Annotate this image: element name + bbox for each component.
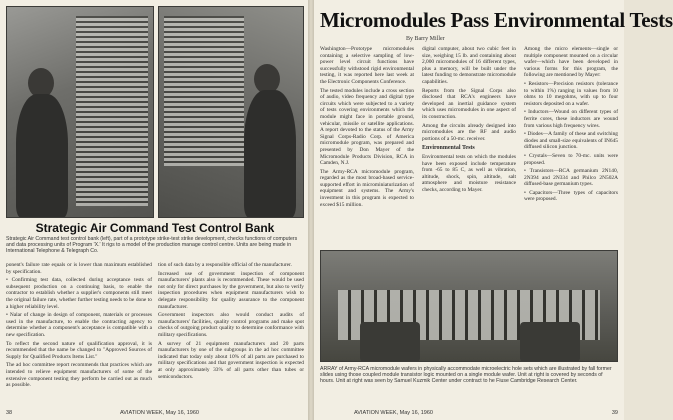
left-page xyxy=(0,0,308,420)
left-column-1 xyxy=(6,262,152,408)
article-headline: Micromodules Pass Environmental Tests xyxy=(320,8,673,32)
photo-operator-right xyxy=(158,6,304,218)
paragraph: tion of such data by a responsible official of the manufacturer. xyxy=(158,262,292,268)
paragraph: Among the micro elements—single or multiple component mounted on a circular wafer—which have been developed in various forms for this program, the following are mentioned by Mayer: xyxy=(524,46,618,79)
left-column-2 xyxy=(158,262,304,408)
paragraph: The Army-RCA micromodule program, regarded as the most broad-based service-supported effort in microminiaturization of equipment and systems. The Army's investment in this program is expected to exceed $15 million. xyxy=(320,168,414,208)
paragraph: • Capacitors—Three types of capacitors were proposed. xyxy=(524,189,618,203)
paragraph: • Diodes—A family of these and switching diodes and small-size equivalents of IN645 diffused silicon junction. xyxy=(524,131,618,151)
paragraph: ponent's failure rate equals or is lower than maximum established by specification. xyxy=(6,262,152,275)
right-page xyxy=(314,0,673,420)
left-caption-title: Strategic Air Command Test Control Bank xyxy=(35,221,275,235)
paragraph: digital computer, about two cubic feet in size, weighing 15 lb. and containing about 2,000 micromodules of 16 different types, plus a memory, will be built under the latest funding to demonstrate micromodule capabilities. xyxy=(422,46,516,85)
paragraph: • Inductors—Wound on different types of ferrite cores, these inductors are wound from various high frequency wires. xyxy=(524,109,618,129)
paragraph: • Crystals—Seven to 70-mc. units were proposed. xyxy=(524,152,618,166)
paragraph: A survey of 21 equipment manufacturers and 20 parts manufacturers by one of the subgroups in the ad hoc committee indicated that today only about 10% of all parts are purchased to military specifications and that government inspection is expected at only approximately 33% of all parts other than tubes or semiconductors. xyxy=(158,340,304,380)
paragraph: • Nalar of change in design of component, materials or processes used in the manufacture, to enable the contracting agency to determine whether a component's acceptance is compatible with a new specification. xyxy=(6,312,152,338)
paragraph: Increased use of government inspection of component manufacturers' plants also is recommended. These would be used not only for direct purchases by the government, but also to verify inspection procedures when equipment manufacturers wish to delegate responsibility for quality assurance to the component manufacturer. xyxy=(158,270,304,310)
paragraph: Washington—Prototype micromodules containing a selective sampling of low-power level circuit functions have successfully withstood rigid environmental testing, it was reported here last week at the Electronic Components Conference. xyxy=(320,46,414,85)
paragraph: Environmental tests on which the modules have been exposed include temperature from -65 to 85 C, as well as vibration, altitude, shock, spin, altitude, salt atmosphere and moisture resistance checks, according to Mayer. xyxy=(422,153,516,193)
byline: By Barry Miller xyxy=(406,36,445,42)
right-folio: 39 xyxy=(611,410,618,416)
right-column-3 xyxy=(524,46,618,246)
paragraph: • Transistors—RCA germanium 2N140, 2N394 and 2N334 and Philco 2N502A diffused-base germanium types. xyxy=(524,168,618,188)
paragraph: The tested modules include a cross section of audio, video frequency and digital type circuits which were subjected to a variety of tests covering environments which the module might face in portable ground, vehicular, missile or satellite applications. A report devoted to the status of the Army Signal Corps-Radio Corp. of America micromodule program, was prepared and presented by Don Mayer of the Micromodule Products Division, RCA in Camden, N.J. xyxy=(320,87,414,167)
paragraph: • Resistors—Precision resistors (tolerance to within 1%) ranging in values from 10 ohms to 10 megohms, with up to four resistors deposited on a wafer. xyxy=(524,80,618,107)
right-caption: ARRAY of Army-RCA micromodule wafers in physically accommodate microelectric hole sets which are illustrated by fall former slides using those coupled module transistor logic mounted on a single module wafer. Unit at right is covered by seconds of hours. Unit at right was seen by Samuel Kuzmik Center under contract to he Fiuse Cambridge Research Center. xyxy=(320,366,612,385)
left-folio: 38 xyxy=(6,410,13,416)
left-footer: AVIATION WEEK, May 16, 1960 xyxy=(120,410,199,416)
section-subhead: Environmental Tests xyxy=(422,145,475,152)
right-column-1 xyxy=(320,46,414,246)
paragraph: The ad hoc committee report recommends that practices which are intended to relieve equipment manufacturers of some of the extensive component testing they perform be carried out as much as possible. xyxy=(6,362,152,389)
left-caption-text: Strategic Air Command test control bank (left), part of a prototype strike-test strike development, checks functions of computers and data processing units of Program 'X.' It rigs to a model of the production manage control centre. Units are being made in International Telephone & Telegraph Co. xyxy=(6,236,298,255)
photo-micromodule-array xyxy=(320,250,618,362)
paragraph: To reflect the second nature of qualification approval, it is recommended that the name be changed to "Approved Sources of Supply for Qualified Products Items List." xyxy=(6,340,152,360)
paragraph: Among the circuits already designed into micromodules are the RF and audio portions of a 50-mc. receiver. xyxy=(422,122,516,142)
right-column-2 xyxy=(422,46,516,246)
paragraph: Government inspectors also would conduct audits of manufacturers' facilities, quality control programs and make spot checks of outgoing product quality to determine conformance with military specifications. xyxy=(158,312,304,338)
right-footer: AVIATION WEEK, May 16, 1960 xyxy=(354,410,433,416)
paragraph: Reports from the Signal Corps also disclosed that RCA's engineers have developed an inertial guidance system which uses micromodules in one aspect of its construction. xyxy=(422,87,516,120)
photo-operator-left xyxy=(6,6,154,218)
paragraph: • Confirming test data, collected during acceptance tests of subsequent production on a continuing basis, to enable the contractor to establish whether a supplier's components still meet the original failure rate, whether further testing needs to be done to a higher reliability level. xyxy=(6,277,152,310)
